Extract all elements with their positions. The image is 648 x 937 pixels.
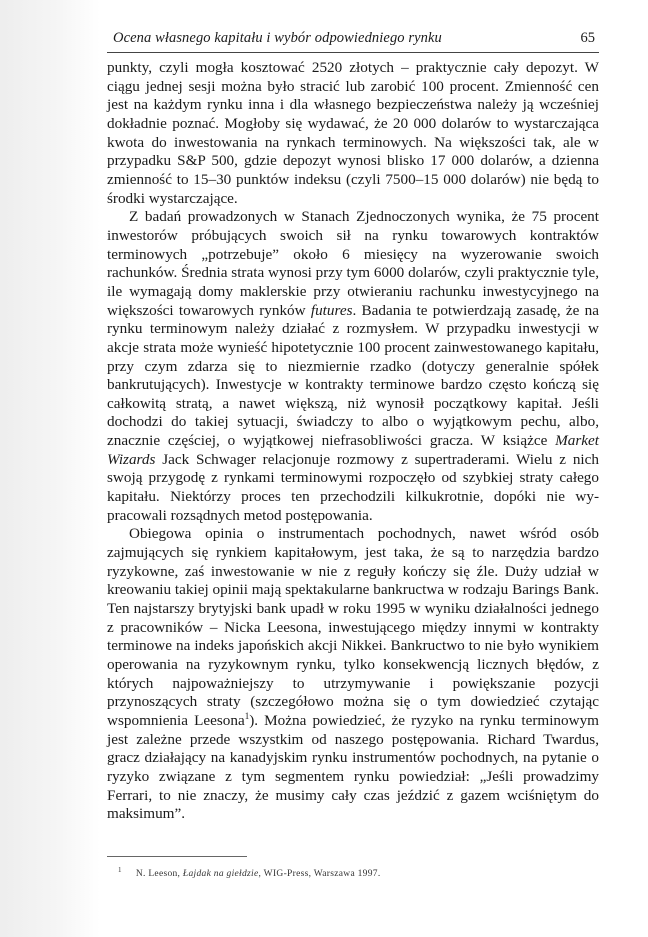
- footnote: [118, 866, 381, 879]
- paragraph-3: [107, 525, 599, 824]
- footnote-author: N. Leeson,: [135, 869, 183, 880]
- running-head: [107, 30, 599, 53]
- page-number: 65: [580, 30, 595, 46]
- footnote-reference: 1: [244, 710, 250, 721]
- paragraph-3-text-a: Obiegowa opinia o instrumentach pochodnych, nawet wśród osób zajmujących się rynkiem kapitałowym, jest taka, że są to narzędzia bardzo ryzykowne, zaś inwestowanie w nie z reguły kończy się źle. Duży udział w kreowaniu takiej opinii mają spektakularne bankructwa w rodzaju Barings Bank. Ten najstarszy brytyjski bank upadł w roku 1995 w wyniku działalności jednego z pracowników – Nicka Leesona, inwestującego między innymi w kontrakty terminowe na indeks japońskich akcji Nikkei. Bankructwo to nie było wynikiem operowania na ryzykownym rynku, tylko konsekwencją licznych błędów, z których najpoważniejszy to utrzymywanie i powiększanie pozycji przynoszących straty (szczegółowo można się o tym dowiedzieć czytając wspomnienia Leesona: [107, 525, 599, 729]
- page-edge-shadow: [0, 0, 100, 937]
- paragraph-1-text: punkty, czyli mogła kosztować 2520 złotych – praktycznie cały depozyt. W ciągu jednej sesji można było stracić lub zarobić 100 procent. Zmienność cen jest na każdym rynku inna i dla własnego bezpieczeństwa należy ją wcześniej dokładnie poznać. Mogłoby się wydawać, że 20 000 dolarów to wystarczająca kwota do inwestowania na rynkach terminowych. Na większości tak, ale w przypadku S&P 500, gdzie depozyt wynosi blisko 17 000 dolarów, a dzienna zmienność to 15–30 punktów indeksu (czyli 7500–15 000 dolarów) nie będą to środki wystarczające.: [107, 59, 599, 207]
- body-text: [107, 59, 599, 824]
- footnote-mark: 1: [118, 866, 122, 874]
- footnote-rule: [107, 856, 247, 857]
- footnote-book-title: Łajdak na giełdzie: [182, 869, 259, 880]
- paragraph-2-text-c: Jack Schwager relacjonuje rozmowy z supertraderami. Wielu z nich swoją przygodę z rynkami terminowymi rozpoczęło od szybkiej straty całego kapitału. Niektórzy proces ten przechodzili kilkukrotnie, dopóki nie wypracowali rozsądnych metod postępowania.: [107, 450, 599, 524]
- term-futures: futures: [310, 301, 353, 319]
- book-page: [107, 30, 599, 824]
- paragraph-2-text-b: . Badania te potwierdzają zasadę, że na rynku terminowym należy działać z rozmysłem. W przypadku inwestycji w akcje strata może wynieść hipotetycznie 100 procent zainwestowanego kapitału, przy czym zdarza się to niezmiernie rzadko (dotyczy generalnie spółek bankrutujących). Inwestycje w kontrakty terminowe bardzo często kończą się całkowitą stratą, a nawet większą, niż wynosił początkowy kapitał. Jeśli dochodzi do takiej sytuacji, świadczy to albo o wyjątkowym pechu, albo, znacznie częściej, o wyjątkowej niefrasobliwości gracza. W książce: [107, 301, 600, 450]
- paragraph-3-text-b: ). Można powiedzieć, że ryzyko na rynku terminowym jest zależne przede wszystkim od naszego postępowania. Richard Twardus, gracz działający na kanadyjskim rynku instrumentów pochodnych, na pytanie o ryzyko związane z tym segmentem rynku powiedział: „Jeśli prowadzimy Ferrari, to nie znaczy, że musimy cały czas jeździć z gazem wciśniętym do maksimum”.: [107, 711, 599, 823]
- paragraph-2-text-a: Z badań prowadzonych w Stanach Zjednoczonych wynika, że 75 procent inwestorów próbujących swoich sił na rynku towarowych kontraktów terminowych „potrzebuje” około 6 miesięcy na wyzerowanie swoich rachunków. Średnia strata wynosi przy tym 6000 dolarów, czyli praktycznie tyle, ile wymagają domy maklerskie przy otwieraniu rachunku inwestycyjnego na większości towarowych rynków: [107, 208, 599, 319]
- paragraph-2: [107, 208, 599, 525]
- book-title-market-wizards: Market Wizards: [107, 432, 599, 468]
- footnote-publisher: , WIG-Press, Warszawa 1997.: [258, 869, 381, 880]
- running-title: Ocena własnego kapitału i wybór odpowiedniego rynku: [113, 30, 442, 46]
- paragraph-1: [107, 59, 599, 208]
